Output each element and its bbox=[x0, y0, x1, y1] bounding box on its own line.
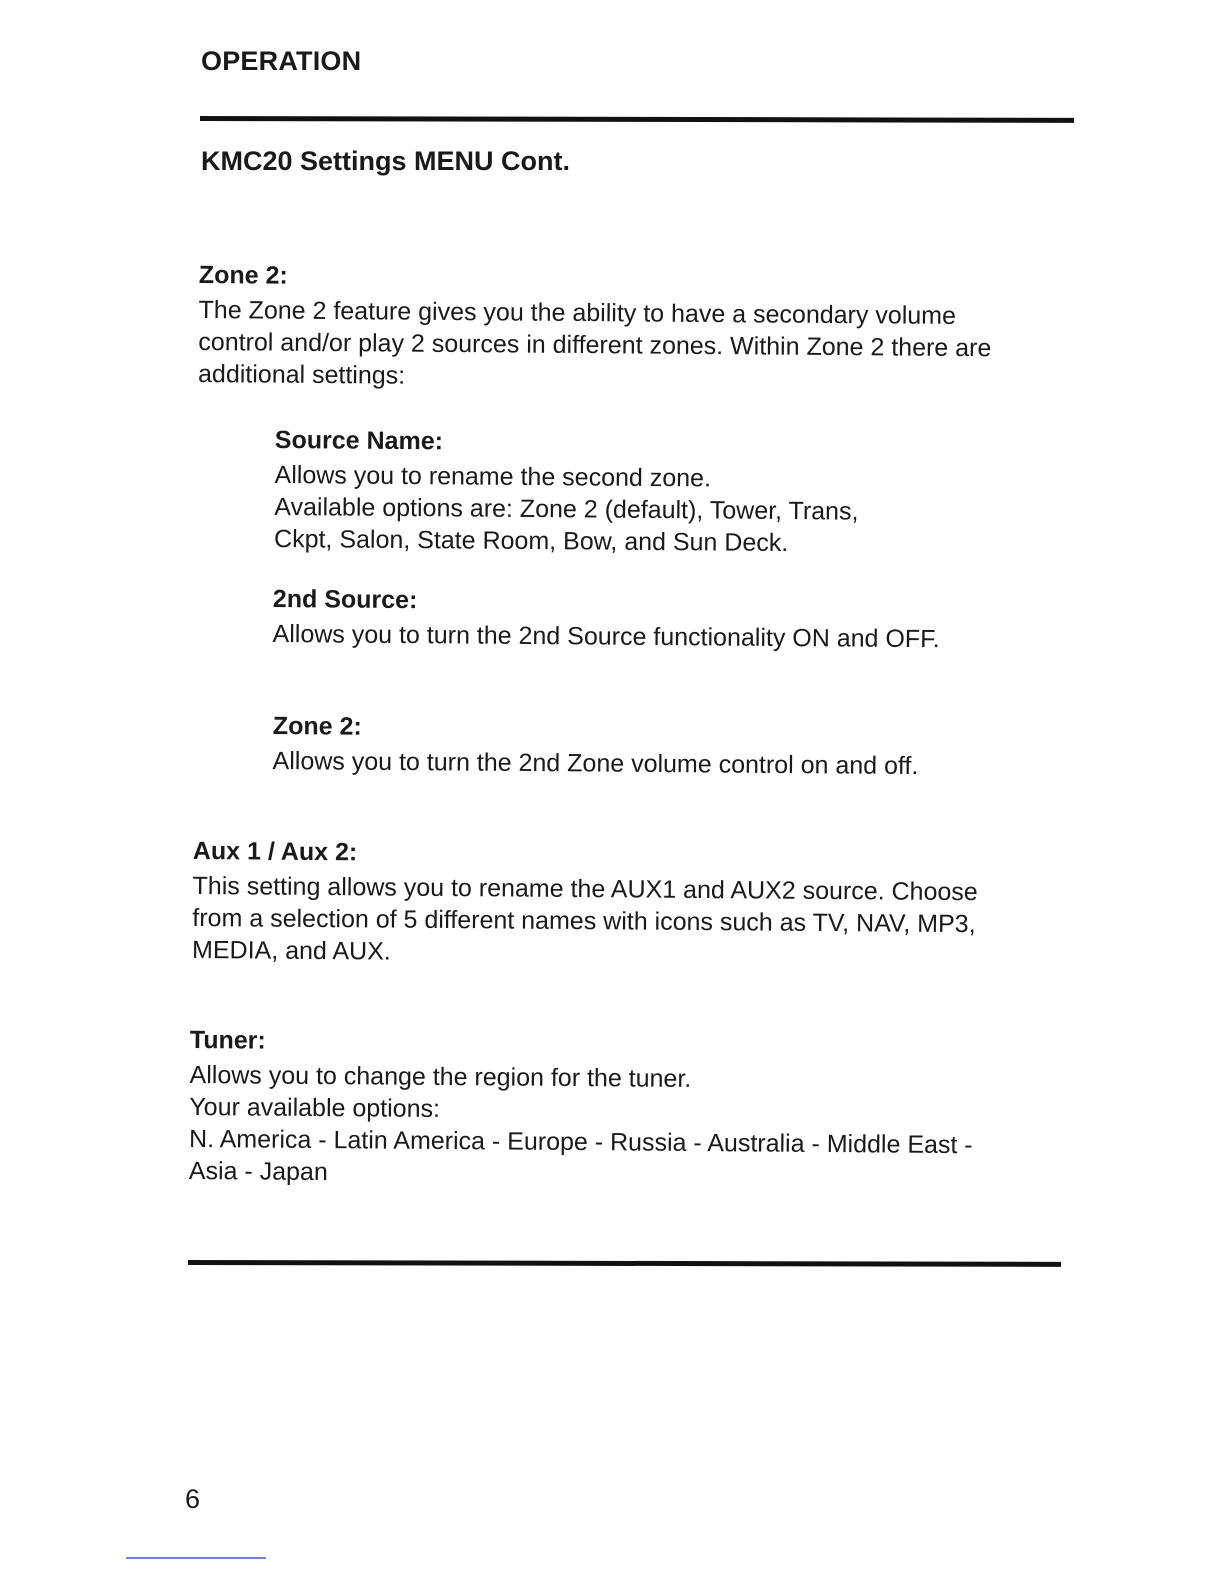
page-title: KMC20 Settings MENU Cont. bbox=[201, 146, 571, 176]
source-name-line-2: Available options are: Zone 2 (default), Tower, Trans, bbox=[274, 492, 859, 526]
zone2-sub-heading: Zone 2: bbox=[272, 711, 362, 741]
source-name-line-3: Ckpt, Salon, State Room, Bow, and Sun Deck. bbox=[273, 524, 789, 558]
zone2-sub-section bbox=[272, 710, 1172, 784]
top-divider bbox=[200, 116, 1074, 123]
second-source-section bbox=[272, 583, 1172, 657]
bottom-divider bbox=[188, 1260, 1061, 1267]
tuner-section bbox=[189, 1024, 1090, 1194]
aux-line-3: MEDIA, and AUX. bbox=[191, 935, 391, 966]
zone2-section bbox=[198, 259, 1099, 397]
second-source-heading: 2nd Source: bbox=[272, 584, 418, 615]
section-label: OPERATION bbox=[201, 46, 362, 76]
zone2-sub-line-1: Allows you to turn the 2nd Zone volume control on and off. bbox=[272, 746, 919, 781]
source-name-line-1: Allows you to rename the second zone. bbox=[274, 460, 712, 493]
aux-line-1: This setting allows you to rename the AUX1 and AUX2 source. Choose bbox=[192, 871, 978, 907]
aux-section bbox=[192, 835, 1093, 973]
zone2-line-2: control and/or play 2 sources in different zones. Within Zone 2 there are bbox=[198, 327, 992, 363]
tuner-line-4: Asia - Japan bbox=[188, 1156, 328, 1187]
tuner-line-2: Your available options: bbox=[189, 1092, 441, 1123]
zone2-heading: Zone 2: bbox=[198, 260, 288, 290]
page-number: 6 bbox=[185, 1484, 201, 1514]
aux-heading: Aux 1 / Aux 2: bbox=[192, 836, 358, 867]
zone2-line-1: The Zone 2 feature gives you the ability to have a secondary volume bbox=[198, 295, 957, 330]
aux-line-2: from a selection of 5 different names with icons such as TV, NAV, MP3, bbox=[192, 903, 976, 939]
tuner-heading: Tuner: bbox=[189, 1025, 266, 1055]
zone2-line-3: additional settings: bbox=[197, 359, 406, 390]
source-name-heading: Source Name: bbox=[274, 425, 444, 456]
scan-artifact-line bbox=[126, 1557, 266, 1559]
tuner-line-1: Allows you to change the region for the tuner. bbox=[189, 1060, 692, 1093]
source-name-section bbox=[274, 424, 1175, 562]
second-source-line-1: Allows you to turn the 2nd Source functionality ON and OFF. bbox=[272, 619, 940, 654]
tuner-line-3: N. America - Latin America - Europe - Russia - Australia - Middle East - bbox=[188, 1124, 973, 1160]
